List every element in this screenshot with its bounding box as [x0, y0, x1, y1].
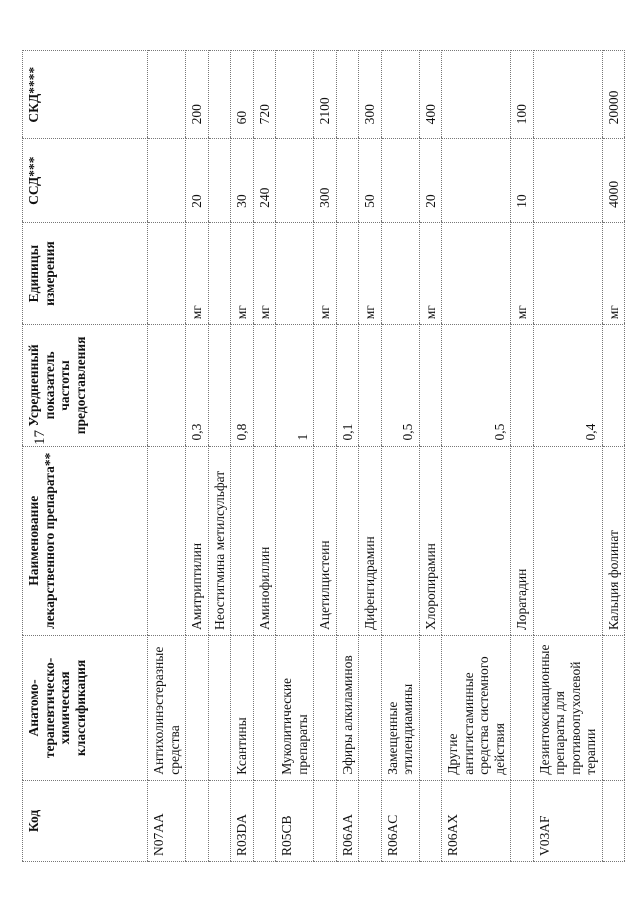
- cell-skd: 60: [231, 51, 254, 139]
- cell-drug-name: Кальция фолинат: [602, 446, 625, 636]
- cell-code: R03DA: [231, 780, 254, 861]
- cell-drug-name: [231, 446, 254, 636]
- cell-frequency: [419, 325, 442, 446]
- cell-frequency: [208, 325, 231, 446]
- cell-drug-name: [336, 446, 359, 636]
- cell-ssd: [276, 139, 314, 223]
- cell-classification: [186, 636, 209, 781]
- table-row: [314, 51, 337, 862]
- cell-code: [359, 780, 382, 861]
- cell-classification: [602, 636, 625, 781]
- rotated-table-container: [22, 50, 621, 862]
- cell-ssd: [381, 139, 419, 223]
- cell-drug-name: [533, 446, 602, 636]
- cell-unit: мг: [314, 222, 337, 324]
- cell-ssd: [442, 139, 511, 223]
- cell-code: [186, 780, 209, 861]
- cell-drug-name: Лоратадин: [511, 446, 534, 636]
- cell-unit: [533, 222, 602, 324]
- cell-frequency: 0,3: [186, 325, 209, 446]
- cell-ssd: [336, 139, 359, 223]
- table-row: [602, 51, 625, 862]
- cell-drug-name: [442, 446, 511, 636]
- cell-unit: мг: [231, 222, 254, 324]
- table-row: [533, 51, 602, 862]
- cell-frequency: [359, 325, 382, 446]
- table-row: [186, 51, 209, 862]
- table-row: [148, 51, 186, 862]
- cell-frequency: 0,1: [336, 325, 359, 446]
- cell-skd: [381, 51, 419, 139]
- table-row: [381, 51, 419, 862]
- cell-code: R06AX: [442, 780, 511, 861]
- cell-frequency: [148, 325, 186, 446]
- table-row: [231, 51, 254, 862]
- cell-code: [511, 780, 534, 861]
- cell-ssd: 50: [359, 139, 382, 223]
- cell-ssd: [148, 139, 186, 223]
- cell-drug-name: [148, 446, 186, 636]
- cell-code: [253, 780, 276, 861]
- cell-code: V03AF: [533, 780, 602, 861]
- cell-drug-name: Ацетилцистеин: [314, 446, 337, 636]
- cell-code: R05CB: [276, 780, 314, 861]
- cell-drug-name: Дифенгидрамин: [359, 446, 382, 636]
- cell-unit: [208, 222, 231, 324]
- table-header-row: [23, 51, 148, 862]
- cell-unit: [276, 222, 314, 324]
- cell-classification: [419, 636, 442, 781]
- cell-code: [602, 780, 625, 861]
- table-row: [359, 51, 382, 862]
- cell-classification: Замещенные этилендиамины: [381, 636, 419, 781]
- table-row: [511, 51, 534, 862]
- table-row: [253, 51, 276, 862]
- header-ssd: ССД***: [23, 139, 148, 223]
- cell-ssd: 10: [511, 139, 534, 223]
- cell-drug-name: Хлоропирамин: [419, 446, 442, 636]
- cell-skd: 20000: [602, 51, 625, 139]
- header-classification: Анатомо-терапевтическо-химическая классификация: [23, 636, 148, 781]
- cell-classification: [208, 636, 231, 781]
- cell-unit: мг: [602, 222, 625, 324]
- cell-unit: мг: [419, 222, 442, 324]
- cell-classification: [253, 636, 276, 781]
- cell-classification: Антихолинэстеразные средства: [148, 636, 186, 781]
- table-row: [442, 51, 511, 862]
- cell-unit: [336, 222, 359, 324]
- header-skd: СКД****: [23, 51, 148, 139]
- header-code: Код: [23, 780, 148, 861]
- table-row: [208, 51, 231, 862]
- cell-skd: 400: [419, 51, 442, 139]
- cell-frequency: 0,8: [231, 325, 254, 446]
- cell-code: N07AA: [148, 780, 186, 861]
- cell-classification: Другие антигистаминные средства системного действия: [442, 636, 511, 781]
- cell-frequency: 1: [276, 325, 314, 446]
- cell-drug-name: [381, 446, 419, 636]
- cell-code: [419, 780, 442, 861]
- cell-skd: [533, 51, 602, 139]
- cell-code: [314, 780, 337, 861]
- cell-code: R06AC: [381, 780, 419, 861]
- cell-ssd: 4000: [602, 139, 625, 223]
- cell-classification: Эфиры алкиламинов: [336, 636, 359, 781]
- cell-skd: 100: [511, 51, 534, 139]
- cell-unit: [381, 222, 419, 324]
- cell-frequency: [314, 325, 337, 446]
- header-units: Единицы измерения: [23, 222, 148, 324]
- cell-skd: [148, 51, 186, 139]
- table-row: [276, 51, 314, 862]
- cell-unit: [442, 222, 511, 324]
- cell-code: R06AA: [336, 780, 359, 861]
- cell-classification: [511, 636, 534, 781]
- cell-classification: Муколитические препараты: [276, 636, 314, 781]
- cell-unit: мг: [253, 222, 276, 324]
- cell-unit: [148, 222, 186, 324]
- cell-classification: [314, 636, 337, 781]
- cell-drug-name: [276, 446, 314, 636]
- cell-ssd: 30: [231, 139, 254, 223]
- cell-frequency: 0,5: [381, 325, 419, 446]
- cell-skd: [442, 51, 511, 139]
- cell-skd: [336, 51, 359, 139]
- cell-ssd: 240: [253, 139, 276, 223]
- cell-ssd: [533, 139, 602, 223]
- cell-drug-name: Амитриптилин: [186, 446, 209, 636]
- cell-skd: 2100: [314, 51, 337, 139]
- table-row: [336, 51, 359, 862]
- cell-skd: [276, 51, 314, 139]
- cell-ssd: 300: [314, 139, 337, 223]
- cell-skd: 300: [359, 51, 382, 139]
- cell-skd: [208, 51, 231, 139]
- cell-unit: мг: [511, 222, 534, 324]
- cell-frequency: [602, 325, 625, 446]
- drug-table: [22, 50, 625, 862]
- cell-unit: мг: [359, 222, 382, 324]
- cell-skd: 200: [186, 51, 209, 139]
- cell-drug-name: Аминофиллин: [253, 446, 276, 636]
- cell-frequency: 0,5: [442, 325, 511, 446]
- cell-frequency: [511, 325, 534, 446]
- cell-code: [208, 780, 231, 861]
- header-frequency: Усредненный показатель частоты предоставления: [23, 325, 148, 446]
- cell-drug-name: Неостигмина метилсульфат: [208, 446, 231, 636]
- header-drug-name: Наименование лекарственного препарата**: [23, 446, 148, 636]
- cell-ssd: 20: [186, 139, 209, 223]
- page-number: 17: [32, 430, 48, 445]
- cell-classification: [359, 636, 382, 781]
- cell-frequency: [253, 325, 276, 446]
- cell-classification: Ксантины: [231, 636, 254, 781]
- cell-unit: мг: [186, 222, 209, 324]
- cell-classification: Дезинтоксикационные препараты для противоопухолевой терапии: [533, 636, 602, 781]
- table-row: [419, 51, 442, 862]
- cell-ssd: [208, 139, 231, 223]
- cell-ssd: 20: [419, 139, 442, 223]
- cell-frequency: 0,4: [533, 325, 602, 446]
- cell-skd: 720: [253, 51, 276, 139]
